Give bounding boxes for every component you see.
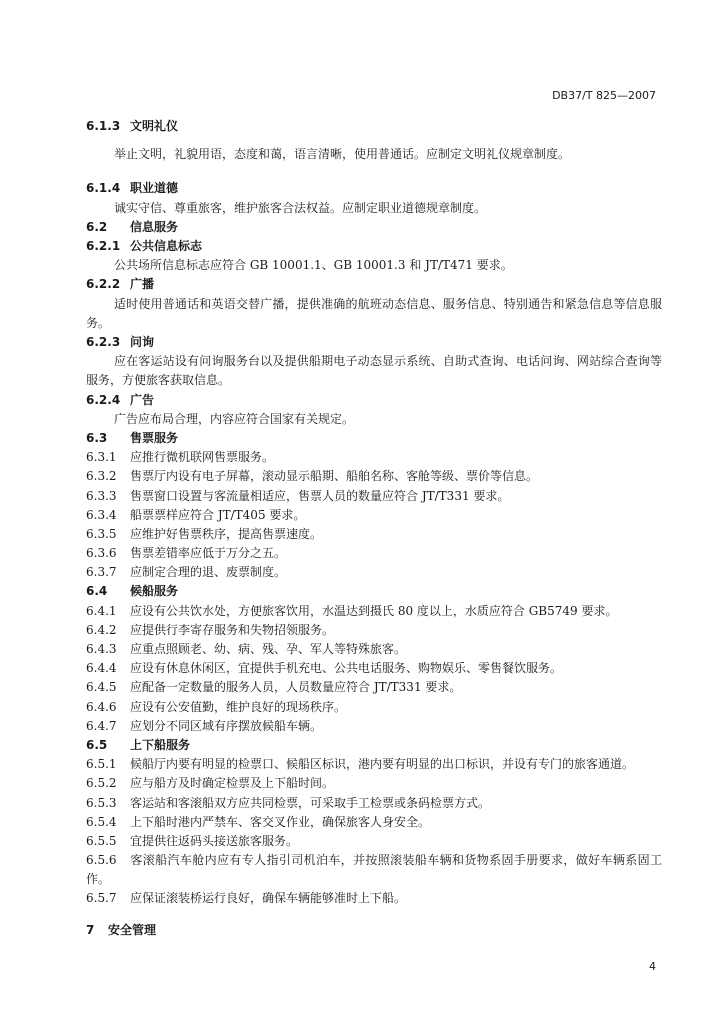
section-heading	[86, 218, 662, 237]
clause-number: 6.4.2	[86, 622, 117, 637]
section-heading	[86, 179, 662, 198]
clause-number: 6.3.6	[86, 546, 117, 561]
section-heading	[86, 429, 662, 448]
clause-number: 6.5.3	[86, 795, 117, 810]
clause-text: 客运站和客滚船双方应共同检票，可采取手工检票或条码检票方式。	[130, 795, 491, 810]
clause-item	[86, 717, 662, 736]
clause-number: 6.5.4	[86, 814, 117, 829]
clause-item	[86, 889, 662, 908]
section-title: 文明礼仪	[130, 119, 179, 133]
section-number: 6.1.4	[86, 181, 121, 196]
section-heading	[86, 391, 662, 410]
clause-number: 6.3.5	[86, 526, 117, 541]
clause-item	[86, 698, 662, 717]
clause-text: 应配备一定数量的服务人员，人员数量应符合 JT/T331 要求。	[130, 680, 462, 695]
section-title: 职业道德	[130, 181, 179, 196]
clause-text: 候船厅内要有明显的检票口、候船区标识，港内要有明显的出口标识，并设有专门的旅客通道。	[130, 757, 635, 772]
section-title: 公共信息标志	[130, 238, 203, 253]
clause-number: 6.3.2	[86, 469, 117, 484]
clause-number: 6.5.7	[86, 891, 117, 906]
clause-text: 售票窗口设置与客流量相适应，售票人员的数量应符合 JT/T331 要求。	[130, 488, 510, 503]
chapter-title: 安全管理	[108, 922, 157, 937]
clause-item	[86, 851, 662, 889]
section-heading	[86, 333, 662, 352]
paragraph: 广告应布局合理，内容应符合国家有关规定。	[114, 411, 355, 426]
clause-item	[86, 525, 662, 544]
clause-number: 6.4.1	[86, 603, 117, 618]
clause-text: 应设有公安值勤，维护良好的现场秩序。	[130, 699, 347, 714]
section-heading	[86, 237, 662, 256]
clause-item	[86, 659, 662, 678]
clause-number: 6.3.4	[86, 507, 117, 522]
section-heading	[86, 736, 662, 755]
clause-text: 售票厅内设有电子屏幕，滚动显示船期、船舶名称、客舱等级、票价等信息。	[130, 469, 539, 484]
clause-item	[86, 621, 662, 640]
clause-number: 6.4.3	[86, 642, 117, 656]
chapter-heading	[86, 921, 662, 940]
clause-number: 6.5.6	[86, 853, 117, 868]
clause-text: 应保证滚装桥运行良好，确保车辆能够准时上下船。	[130, 891, 407, 906]
clause-text: 售票差错率应低于万分之五。	[130, 546, 287, 561]
clause-text: 船票票样应符合 JT/T405 要求。	[130, 507, 306, 522]
clause-text: 上下船时港内严禁车、客交叉作业，确保旅客人身安全。	[130, 814, 431, 829]
clause-number: 6.4.6	[86, 699, 117, 714]
clause-item	[86, 813, 662, 832]
section-title: 信息服务	[130, 219, 179, 234]
clause-text: 应提供行李寄存服务和失物招领服务。	[130, 622, 335, 637]
section-title: 候船服务	[130, 584, 179, 599]
paragraph: 举止文明，礼貌用语，态度和蔼，语言清晰，使用普通话。应制定文明礼仪规章制度。	[114, 147, 571, 162]
clause-item	[86, 755, 662, 774]
clause-text: 应制定合理的退、废票制度。	[130, 565, 287, 580]
section-heading	[86, 582, 662, 601]
section-number: 6.2.2	[86, 277, 121, 292]
paragraph: 应在客运站设有问询服务台以及提供船期电子动态显示系统、自助式查询、电话问询、网站综合查询等服务，方便旅客获取信息。	[86, 354, 662, 388]
clause-item	[86, 544, 662, 563]
clause-item	[86, 794, 662, 813]
section-number: 6.2	[86, 219, 108, 234]
clause-number: 6.4.5	[86, 680, 117, 695]
section-title: 售票服务	[130, 430, 179, 445]
clause-text: 应设有公共饮水处，方便旅客饮用，水温达到摄氏 80 度以上，水质应符合 GB5749 要求。	[130, 603, 618, 618]
section-number: 6.2.3	[86, 334, 121, 349]
clause-item	[86, 487, 662, 506]
clause-text: 应与船方及时确定检票及上下船时间。	[130, 776, 335, 791]
clause-text: 应重点照顾老、幼、病、残、孕、军人等特殊旅客。	[130, 642, 407, 656]
document-body	[86, 117, 662, 940]
clause-item	[86, 640, 662, 659]
clause-text: 应推行微机联网售票服务。	[130, 450, 275, 465]
clause-item	[86, 678, 662, 697]
clause-number: 6.5.1	[86, 757, 117, 772]
clause-text: 宜提供往返码头接送旅客服务。	[130, 833, 299, 848]
section-number: 6.4	[86, 584, 108, 599]
paragraph: 公共场所信息标志应符合 GB 10001.1、GB 10001.3 和 JT/T471 要求。	[114, 258, 513, 273]
section-title: 问询	[130, 334, 155, 349]
section-title: 广播	[130, 277, 155, 292]
section-number: 6.5	[86, 737, 108, 752]
section-title: 上下船服务	[130, 737, 191, 752]
clause-item	[86, 774, 662, 793]
section-number: 6.2.4	[86, 392, 121, 407]
clause-number: 6.3.1	[86, 450, 117, 465]
standard-code: DB37/T 825—2007	[552, 89, 656, 102]
clause-number: 6.5.2	[86, 776, 117, 791]
clause-number: 6.3.3	[86, 488, 117, 503]
clause-text: 客滚船汽车舱内应有专人指引司机泊车，并按照滚装船车辆和货物系固手册要求，做好车辆系固工作。	[86, 853, 662, 887]
clause-item	[86, 832, 662, 851]
clause-number: 6.4.7	[86, 718, 117, 733]
clause-item	[86, 506, 662, 525]
section-title: 广告	[130, 392, 155, 407]
clause-text: 应划分不同区域有序摆放候船车辆。	[130, 718, 323, 733]
clause-text: 应维护好售票秩序，提高售票速度。	[130, 526, 323, 541]
clause-number: 6.4.4	[86, 661, 117, 676]
clause-text: 应设有休息休闲区，宜提供手机充电、公共电话服务、购物娱乐、零售餐饮服务。	[130, 661, 563, 676]
section-heading	[86, 275, 662, 294]
section-heading	[86, 117, 662, 136]
page-number: 4	[649, 960, 656, 973]
section-number: 6.3	[86, 430, 108, 445]
clause-item	[86, 448, 662, 467]
section-number: 6.1.3	[86, 119, 121, 133]
clause-item	[86, 467, 662, 486]
paragraph: 诚实守信、尊重旅客，维护旅客合法权益。应制定职业道德规章制度。	[114, 200, 487, 215]
clause-item	[86, 563, 662, 582]
clause-number: 6.3.7	[86, 565, 117, 580]
chapter-number: 7	[86, 922, 95, 937]
clause-number: 6.5.5	[86, 833, 117, 848]
section-number: 6.2.1	[86, 238, 121, 253]
clause-item	[86, 602, 662, 621]
paragraph: 适时使用普通话和英语交替广播，提供准确的航班动态信息、服务信息、特别通告和紧急信息等信息服务。	[86, 296, 662, 330]
